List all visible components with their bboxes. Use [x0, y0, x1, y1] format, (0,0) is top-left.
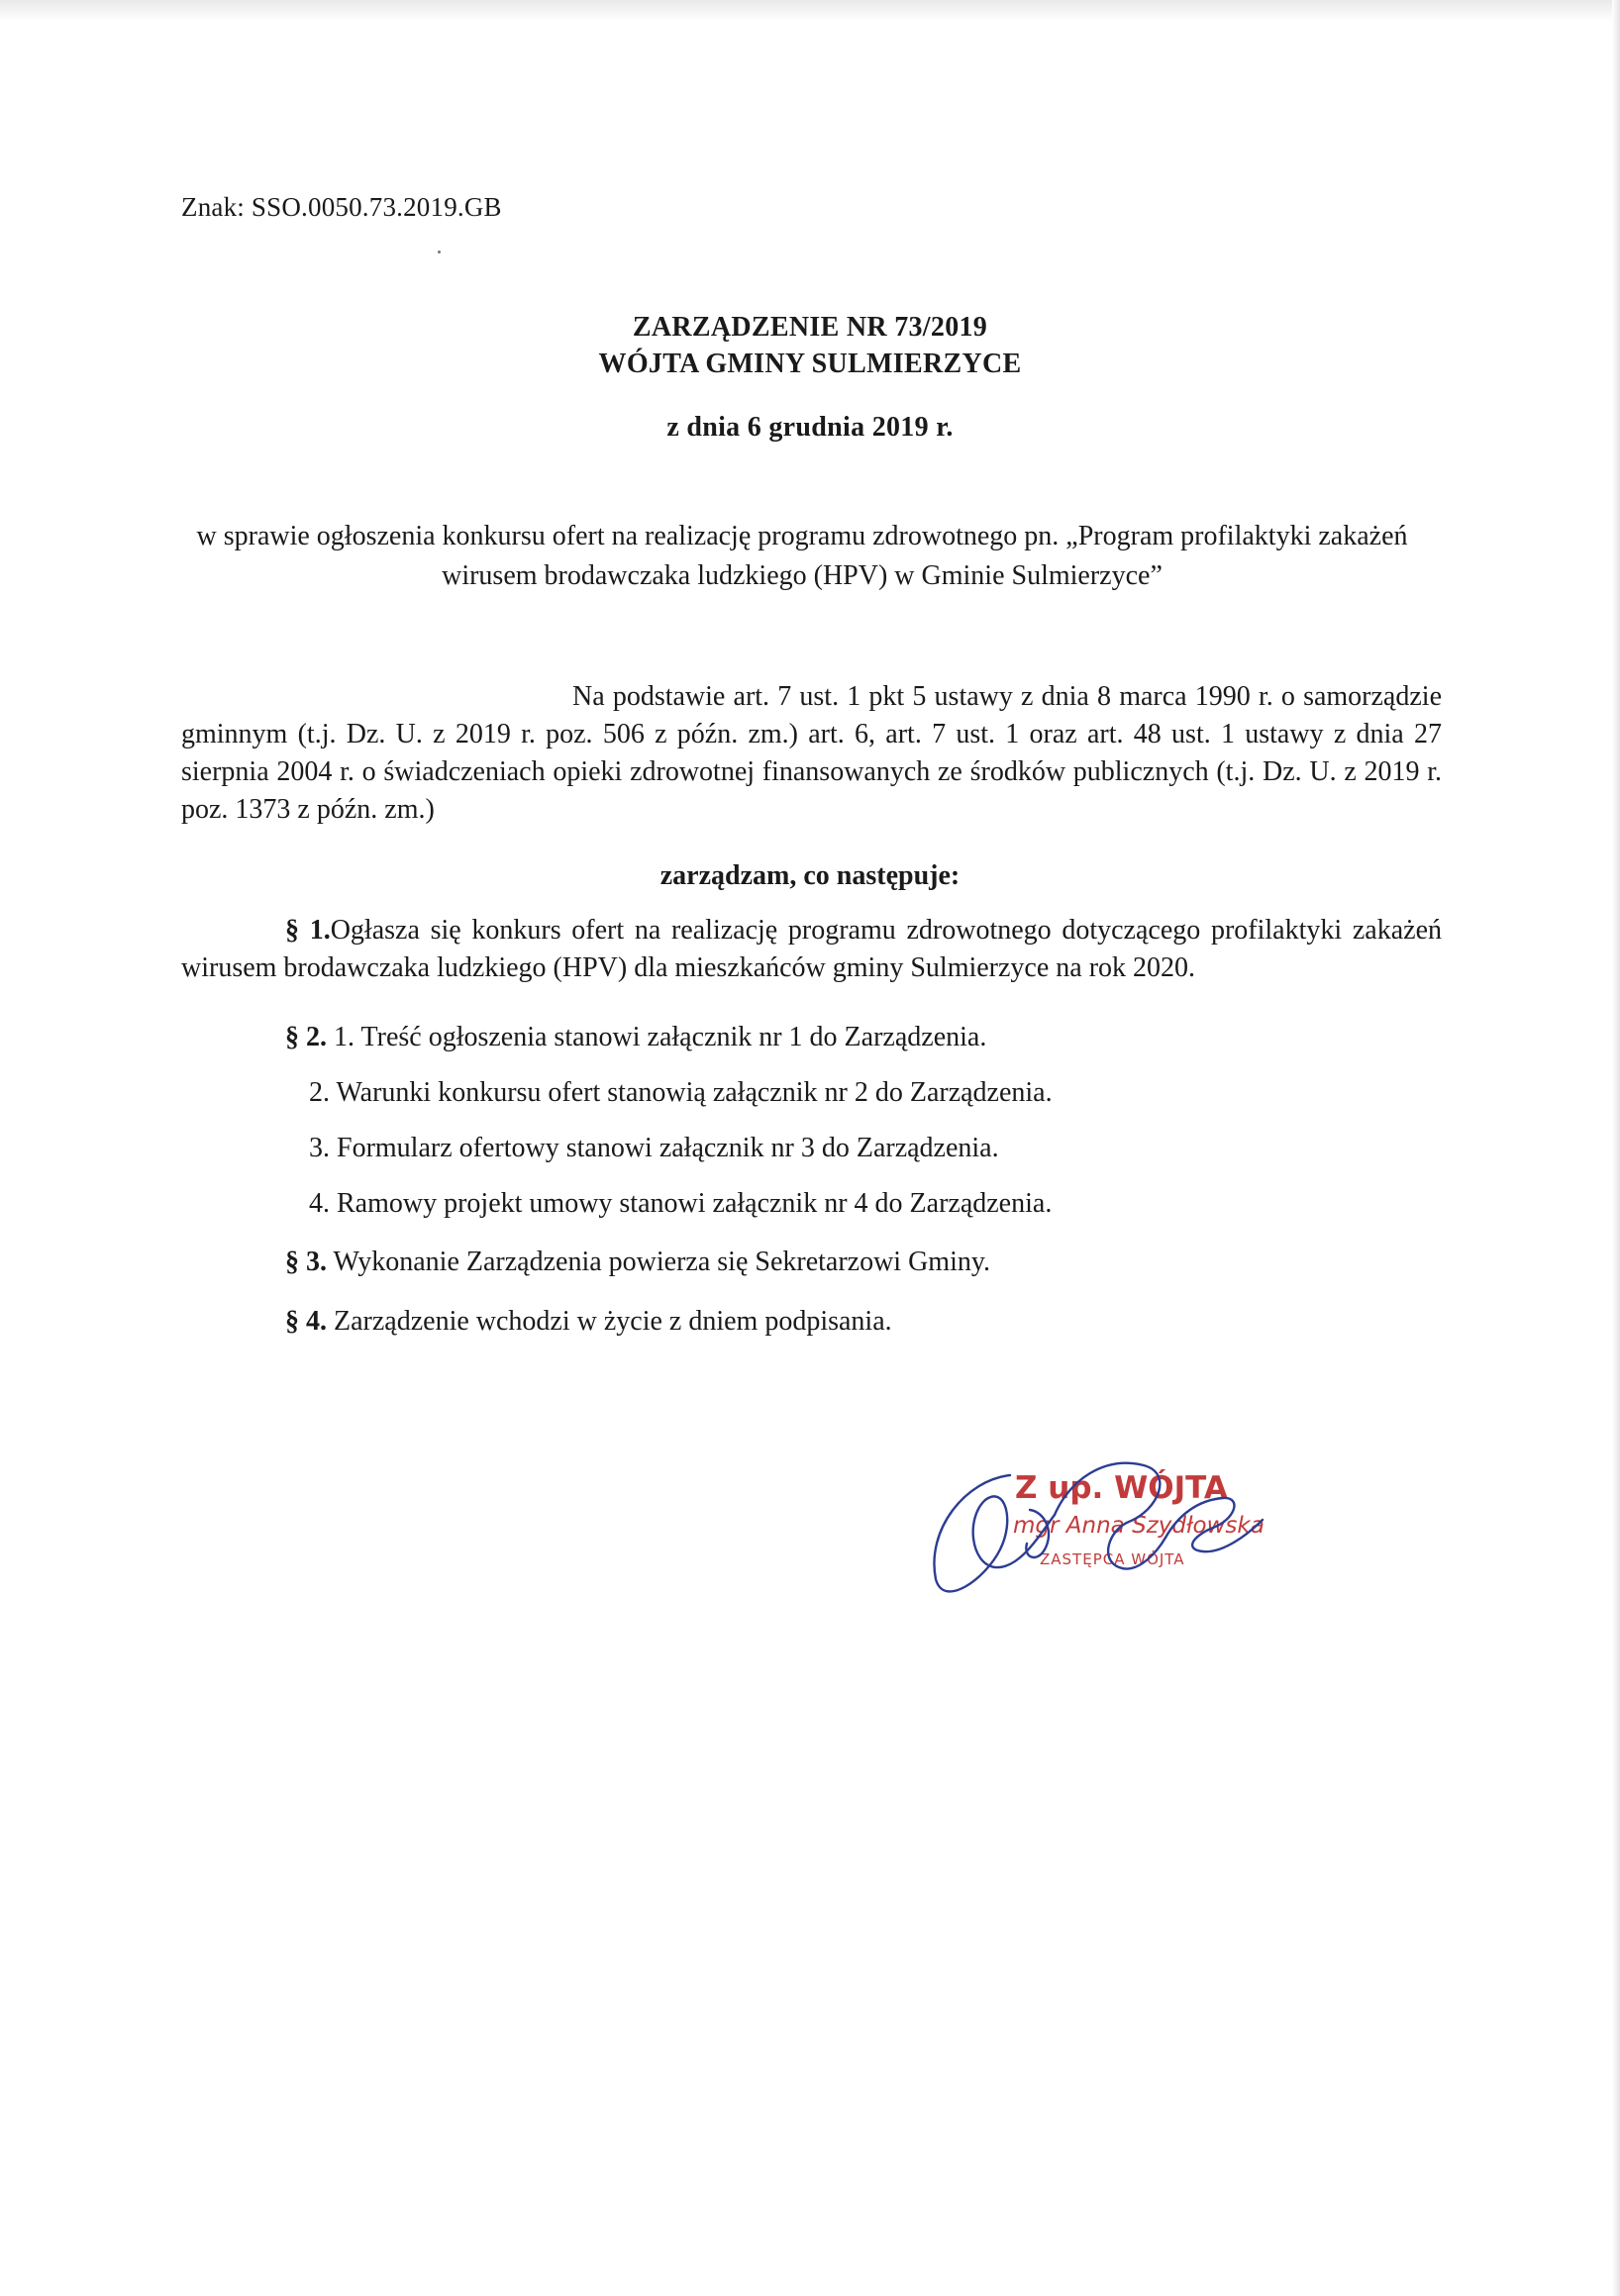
- reference-number: Znak: SSO.0050.73.2019.GB: [181, 192, 502, 222]
- scan-edge-right: [1612, 0, 1620, 2296]
- issuing-authority: WÓJTA GMINY SULMIERZYCE: [598, 349, 1022, 379]
- signature-and-stamp: [906, 1441, 1282, 1619]
- stamp-line-3: ZASTĘPCA WÓJTA: [1040, 1550, 1185, 1568]
- section-2-item-1: § 2. 1. Treść ogłoszenia stanowi załącznik nr 1 do Zarządzenia.: [285, 1022, 987, 1052]
- document-subject: w sprawie ogłoszenia konkursu ofert na realizację programu zdrowotnego pn. „Program profilaktyki zakażeń wirusem brodawczaka ludzkiego (HPV) w Gminie Sulmierzyce”: [196, 521, 1408, 591]
- scan-speck: [438, 250, 441, 253]
- section-3-text: Wykonanie Zarządzenia powierza się Sekretarzowi Gminy.: [333, 1247, 991, 1277]
- section-4: [285, 1306, 892, 1338]
- stamp-line-2: mgr Anna Szydłowska: [1013, 1513, 1265, 1539]
- section-3: [285, 1247, 990, 1278]
- legal-basis-paragraph: [181, 678, 1442, 829]
- section-2-item-4: 4. Ramowy projekt umowy stanowi załącznik nr 4 do Zarządzenia.: [309, 1188, 1053, 1219]
- ordinance-clause: zarządzam, co następuje:: [659, 860, 961, 891]
- section-1-text: Ogłasza się konkurs ofert na realizację programu zdrowotnego dotyczącego profilaktyki zakażeń wirusem brodawczaka ludzkiego (HPV) dla mieszkańców gminy Sulmierzyce na rok 2020.: [181, 915, 1442, 983]
- document-title: ZARZĄDZENIE NR 73/2019: [632, 312, 988, 343]
- section-3-mark: § 3.: [285, 1247, 327, 1277]
- section-4-mark: § 4.: [285, 1306, 327, 1337]
- section-1-mark: § 1.: [285, 915, 331, 946]
- section-2-mark: § 2.: [285, 1022, 327, 1052]
- stamp-line-1: Z up. WÓJTA: [1015, 1470, 1228, 1506]
- section-4-text: Zarządzenie wchodzi w życie z dniem podpisania.: [334, 1306, 892, 1337]
- section-2-item-3: 3. Formularz ofertowy stanowi załącznik nr 3 do Zarządzenia.: [309, 1133, 999, 1163]
- document-date: z dnia 6 grudnia 2019 r.: [666, 412, 954, 443]
- legal-basis-text: Na podstawie art. 7 ust. 1 pkt 5 ustawy z dnia 8 marca 1990 r. o samorządzie gminnym (t.j. Dz. U. z 2019 r. poz. 506 z późn. zm.) art. 6, art. 7 ust. 1 oraz art. 48 ust. 1 ustawy z dnia 27 sierpnia 2004 r. o świadczeniach opieki zdrowotnej finansowanych ze środków publicznych (t.j. Dz. U. z 2019 r. poz. 1373 z późn. zm.): [181, 681, 1442, 825]
- section-1: [181, 912, 1442, 987]
- scan-edge-top: [0, 0, 1620, 22]
- section-2-item-2: 2. Warunki konkursu ofert stanowią załącznik nr 2 do Zarządzenia.: [309, 1077, 1053, 1108]
